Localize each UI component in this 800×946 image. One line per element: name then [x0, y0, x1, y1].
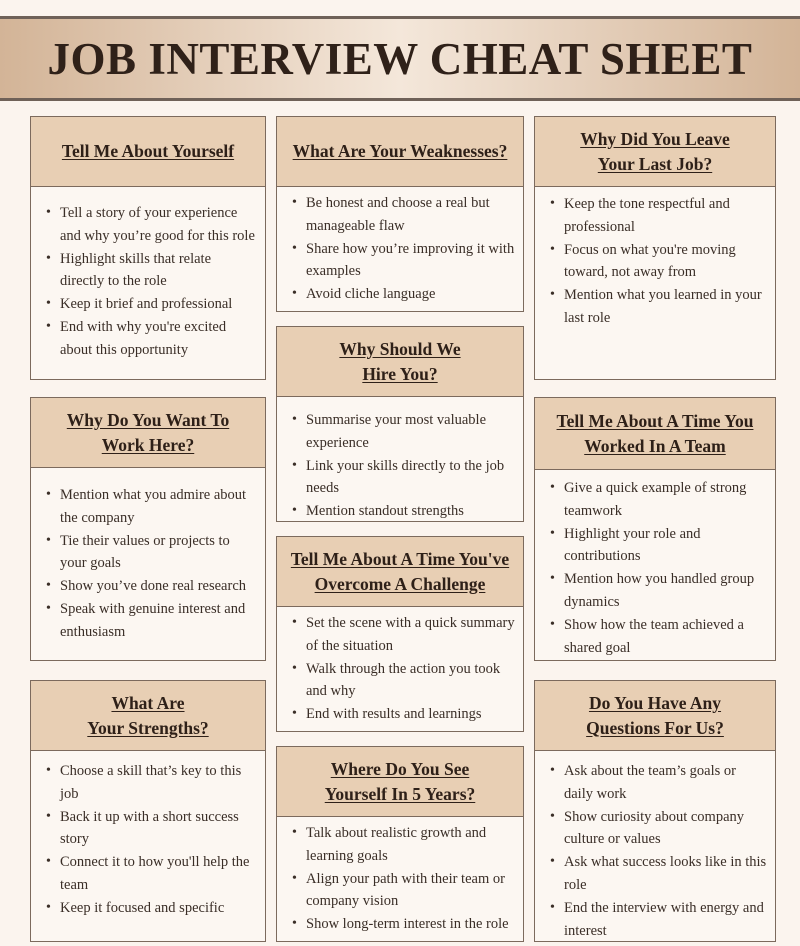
list-item: • End the interview with energy and interest [564, 897, 767, 943]
list-item: • Keep it brief and professional [60, 293, 257, 316]
card-title: Tell Me About Yourself [61, 141, 235, 161]
card-title: Why Should We Hire You? [339, 338, 461, 384]
card-header [277, 747, 523, 817]
card-what-are-your-weaknesses [276, 116, 524, 312]
list-item: • Show you’ve done real research [60, 575, 257, 598]
list-item: • Focus on what you're moving toward, not away from [564, 239, 767, 285]
list-item: • Show long-term interest in the role [306, 913, 515, 936]
list-item: • Be honest and choose a real but manageable flaw [306, 192, 515, 238]
card-title: Why Did You Leave Your Last Job? [580, 128, 730, 174]
list-item: • Keep the tone respectful and professional [564, 193, 767, 239]
bullet-list [31, 187, 265, 362]
card-why-did-you-leave [534, 116, 776, 380]
list-item: • Set the scene with a quick summary of the situation [306, 612, 515, 658]
card-title: Why Do You Want To Work Here? [66, 409, 230, 455]
list-item: • Highlight your role and contributions [564, 523, 767, 569]
list-item: • End with results and learnings [306, 703, 515, 726]
card-title: What Are Your Weaknesses? [292, 141, 508, 161]
card-worked-in-a-team [534, 397, 776, 661]
list-item: • Connect it to how you'll help the team [60, 851, 257, 897]
list-item: • Mention what you admire about the company [60, 484, 257, 530]
card-do-you-have-any-questions [534, 680, 776, 942]
bullet-list [277, 817, 523, 936]
list-item: • Back it up with a short success story [60, 806, 257, 852]
bullet-list [277, 397, 523, 523]
card-header [31, 117, 265, 187]
title-banner [0, 16, 800, 101]
list-item: • Talk about realistic growth and learning goals [306, 822, 515, 868]
list-item: • Align your path with their team or company vision [306, 868, 515, 914]
bullet-list [31, 468, 265, 644]
card-header [535, 398, 775, 470]
card-tell-me-about-yourself [30, 116, 266, 380]
list-item: • Mention what you learned in your last role [564, 284, 767, 330]
bullet-list [535, 751, 775, 942]
list-item: • End with why you're excited about this opportunity [60, 316, 257, 362]
card-header [277, 117, 523, 187]
list-item: • Link your skills directly to the job needs [306, 455, 515, 501]
bullet-list [535, 470, 775, 659]
card-overcome-a-challenge [276, 536, 524, 732]
list-item: • Mention how you handled group dynamics [564, 568, 767, 614]
list-item: • Avoid cliche language [306, 283, 515, 306]
card-title: What Are Your Strengths? [87, 692, 209, 738]
list-item: • Tie their values or projects to your goals [60, 530, 257, 576]
list-item: • Summarise your most valuable experience [306, 409, 515, 455]
bullet-list [277, 187, 523, 306]
card-header [535, 117, 775, 187]
card-title: Where Do You See Yourself In 5 Years? [324, 758, 476, 804]
card-header [277, 537, 523, 607]
list-item: • Share how you’re improving it with examples [306, 238, 515, 284]
page-title: JOB INTERVIEW CHEAT SHEET [47, 33, 753, 84]
card-title: Do You Have Any Questions For Us? [586, 692, 724, 738]
list-item: • Tell a story of your experience and why you’re good for this role [60, 202, 257, 248]
bullet-list [535, 187, 775, 330]
list-item: • Speak with genuine interest and enthusiasm [60, 598, 257, 644]
card-header [31, 398, 265, 468]
list-item: • Choose a skill that’s key to this job [60, 760, 257, 806]
card-where-do-you-see-yourself [276, 746, 524, 942]
list-item: • Show how the team achieved a shared goal [564, 614, 767, 660]
bullet-list [31, 751, 265, 920]
card-what-are-your-strengths [30, 680, 266, 942]
list-item: • Mention standout strengths [306, 500, 515, 523]
card-why-should-we-hire-you [276, 326, 524, 522]
card-header [277, 327, 523, 397]
list-item: • Highlight skills that relate directly to the role [60, 248, 257, 294]
list-item: • Ask about the team’s goals or daily work [564, 760, 767, 806]
list-item: • Show curiosity about company culture or values [564, 806, 767, 852]
card-title: Tell Me About A Time You've Overcome A Challenge [290, 548, 510, 594]
list-item: • Give a quick example of strong teamwork [564, 477, 767, 523]
card-header [31, 681, 265, 751]
card-why-do-you-want-to-work-here [30, 397, 266, 661]
card-title: Tell Me About A Time You Worked In A Team [556, 410, 754, 456]
list-item: • Ask what success looks like in this role [564, 851, 767, 897]
list-item: • Keep it focused and specific [60, 897, 257, 920]
list-item: • Walk through the action you took and why [306, 658, 515, 704]
bullet-list [277, 607, 523, 726]
card-header [535, 681, 775, 751]
